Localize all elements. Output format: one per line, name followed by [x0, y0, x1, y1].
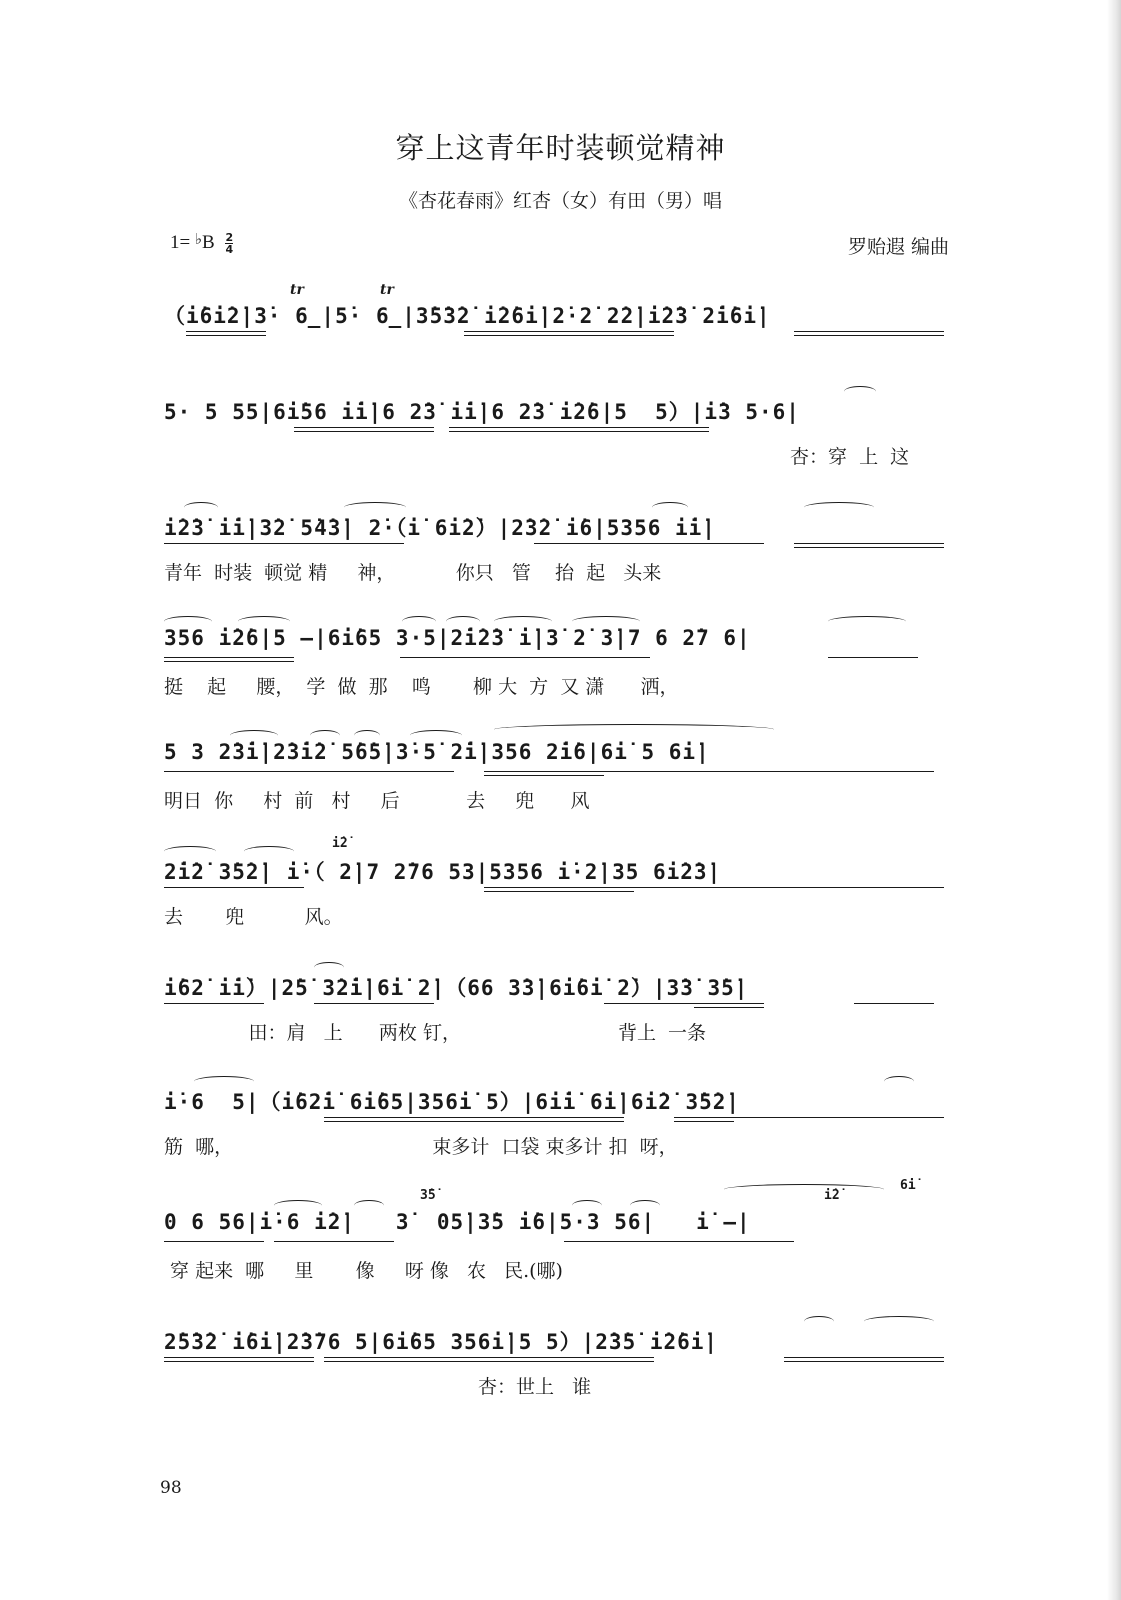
beam-line [186, 335, 266, 336]
notation-line: 0 6 56|i̇·6 i̇2̇| 3̇ 05̇|3̇5 i̇6|5·3 56| i̇ —| [164, 1210, 751, 1234]
slur [354, 730, 380, 741]
beam-line [464, 331, 674, 332]
notation-line: 5· 5 55|6i̇56 i̇i̇|6 2̇3̇ i̇i̇|6 2̇3̇ i̇2̇6|5 5）|i̇3 5·6| [164, 400, 800, 424]
slur [864, 1316, 934, 1327]
beam-line [324, 1121, 624, 1122]
beam-line [324, 1361, 654, 1362]
beam-line [400, 657, 650, 658]
slur [310, 730, 340, 741]
lyric-line: 筋 哪， 束多计 口袋 束多计 扣 呀， [164, 1136, 678, 1158]
slur [354, 1200, 384, 1211]
slur [238, 616, 290, 627]
time-bottom: 4 [225, 243, 234, 257]
grace-note: i̇2̇ [332, 836, 348, 851]
slur [274, 1200, 322, 1211]
beam-line [794, 547, 944, 548]
slur [194, 1076, 254, 1087]
beam-line [449, 427, 709, 428]
slur [446, 616, 480, 627]
lyric-line: 穿 起来 哪 里 像 呀 像 农 民.(哪) [164, 1260, 563, 1282]
grace-note: 3̇5̇ [420, 1188, 436, 1203]
slur [402, 616, 436, 627]
notation-line: 2̇i̇2̇ 3̇5̇2̇| i̇·（ 2̇|7 2̇76 53|5356 i̇·2̇|35 6i̇2̇3̇| [164, 860, 722, 884]
notation-line: i̇2̇3̇ i̇i̇|3̇2̇ 5̇4̇3̇| 2̇·（i̇ 6i̇2̇）|2̇3̇2̇ i̇6|5356 i̇i̇| [164, 516, 716, 540]
flat-sign: ♭ [194, 232, 203, 248]
slur [630, 1200, 660, 1211]
beam-line [464, 335, 674, 336]
subtitle: 《杏花春雨》红杏（女）有田（男）唱 [398, 190, 722, 212]
notation-line: 5 3 2̇3̇i̇|2̇3̇i̇2̇ 5̇6̇5̇|3̇·5̇ 2̇i̇|356 2̇i̇6|6i̇ 5 6i̇| [164, 740, 710, 764]
lyric-line: 田：肩 上 两枚 钉， 背上 一条 [164, 1022, 707, 1044]
lyric-line: 去 兜 风。 [164, 906, 343, 928]
slur [410, 730, 462, 741]
beam-line [854, 1003, 934, 1004]
slur [164, 846, 216, 857]
beam-line [164, 661, 294, 662]
notation-line: 2̇5̇3̇2̇ i̇6i̇|2̇3̇76 5|6i̇65 356i̇|5 5）|2̇3̇5̇ i̇2̇6i̇| [164, 1330, 719, 1354]
time-top: 2 [225, 231, 234, 245]
lyric-line: 挺 起 腰， 学 做 那 鸣 柳 大 方 又 潇 洒， [164, 676, 679, 698]
beam-line [164, 543, 404, 544]
grace-note: i̇2̇ [824, 1188, 840, 1203]
beam-line [784, 1361, 944, 1362]
slur [652, 502, 688, 513]
slur [804, 1316, 834, 1327]
slur [844, 386, 876, 397]
slur [828, 616, 906, 627]
beam-line [604, 1003, 764, 1004]
beam-line [294, 427, 434, 428]
slur [184, 502, 218, 513]
composer-credit: 罗贻遐 编曲 [847, 236, 949, 258]
beam-line [484, 775, 604, 776]
beam-line [164, 657, 294, 658]
beam-line [186, 331, 266, 332]
slur [344, 502, 406, 513]
time-signature [225, 232, 233, 255]
key-signature [170, 232, 233, 255]
notation-line: i̇62̇ i̇i̇）|2̇5̇ 3̇2̇i̇|6i̇ 2̇|（66 3̇3̇|6i̇6i̇ 2̇）|3̇3̇ 3̇5̇| [164, 976, 749, 1000]
key-note: B [202, 232, 215, 253]
grace-note: 6̇i̇ [900, 1178, 916, 1193]
slur [244, 846, 294, 857]
slur [314, 962, 344, 973]
page-title: 穿上这青年时装顿觉精神 [395, 131, 726, 165]
beam-line [164, 1357, 314, 1358]
beam-line [164, 887, 304, 888]
beam-line [314, 1003, 434, 1004]
slur [494, 616, 552, 627]
slur [230, 730, 278, 741]
beam-line [274, 1241, 394, 1242]
beam-line [324, 1357, 654, 1358]
beam-line [324, 1117, 624, 1118]
beam-line [828, 657, 918, 658]
notation-line: i̇·6 5|（i̇62̇i̇ 6i̇65|356i̇ 5）|6i̇i̇ 6i̇|6i̇2̇ 3̇5̇2̇| [164, 1090, 741, 1114]
slur [804, 502, 874, 513]
beam-line [164, 1003, 264, 1004]
slur [494, 724, 774, 735]
beam-line [164, 1241, 264, 1242]
slur [724, 1184, 884, 1195]
slur [884, 1076, 914, 1087]
beam-line [534, 543, 764, 544]
lyric-line: 明日 你 村 前 村 后 去 兜 风 [164, 790, 590, 812]
lyric-line: 杏：世上 谁 [164, 1376, 592, 1398]
beam-line [564, 1241, 794, 1242]
beam-line [694, 1007, 764, 1008]
beam-line [794, 331, 944, 332]
beam-line [784, 1357, 944, 1358]
notation-line: （i̇6i̇2̇|3̇· 6̲|5̇· 6̲|3̇5̇3̇2̇ i̇2̇6i̇|2̇·2̇ 2̇2̇|i̇2̇3̇ 2̇i̇6i̇| [164, 304, 771, 328]
beam-line [164, 771, 454, 772]
trill-mark: tr [380, 282, 394, 298]
beam-line [794, 543, 944, 544]
lyric-line: 青年 时装 顿觉 精 神， 你只 管 抬 起 头来 [164, 562, 662, 584]
beam-line [449, 431, 709, 432]
key-prefix: 1= [170, 232, 191, 253]
trill-mark: tr [290, 282, 304, 298]
beam-line [794, 335, 944, 336]
beam-line [484, 891, 634, 892]
slur [572, 616, 640, 627]
beam-line [164, 1361, 314, 1362]
slur [164, 616, 212, 627]
notation-line: 356 i̇2̇6|5 —|6i̇65 3·5|2̇i̇2̇3̇ i̇|3̇ 2̇ 3̇|7 6 2̇7 6| [164, 626, 751, 650]
beam-line [484, 887, 944, 888]
page-number: 98 [160, 1478, 182, 1498]
beam-line [484, 771, 934, 772]
lyric-line: 杏：穿 上 这 [790, 446, 910, 468]
beam-line [674, 1117, 944, 1118]
slur [572, 1200, 602, 1211]
beam-line [294, 431, 434, 432]
beam-line [674, 1121, 734, 1122]
page-edge-shadow [1107, 0, 1121, 1600]
